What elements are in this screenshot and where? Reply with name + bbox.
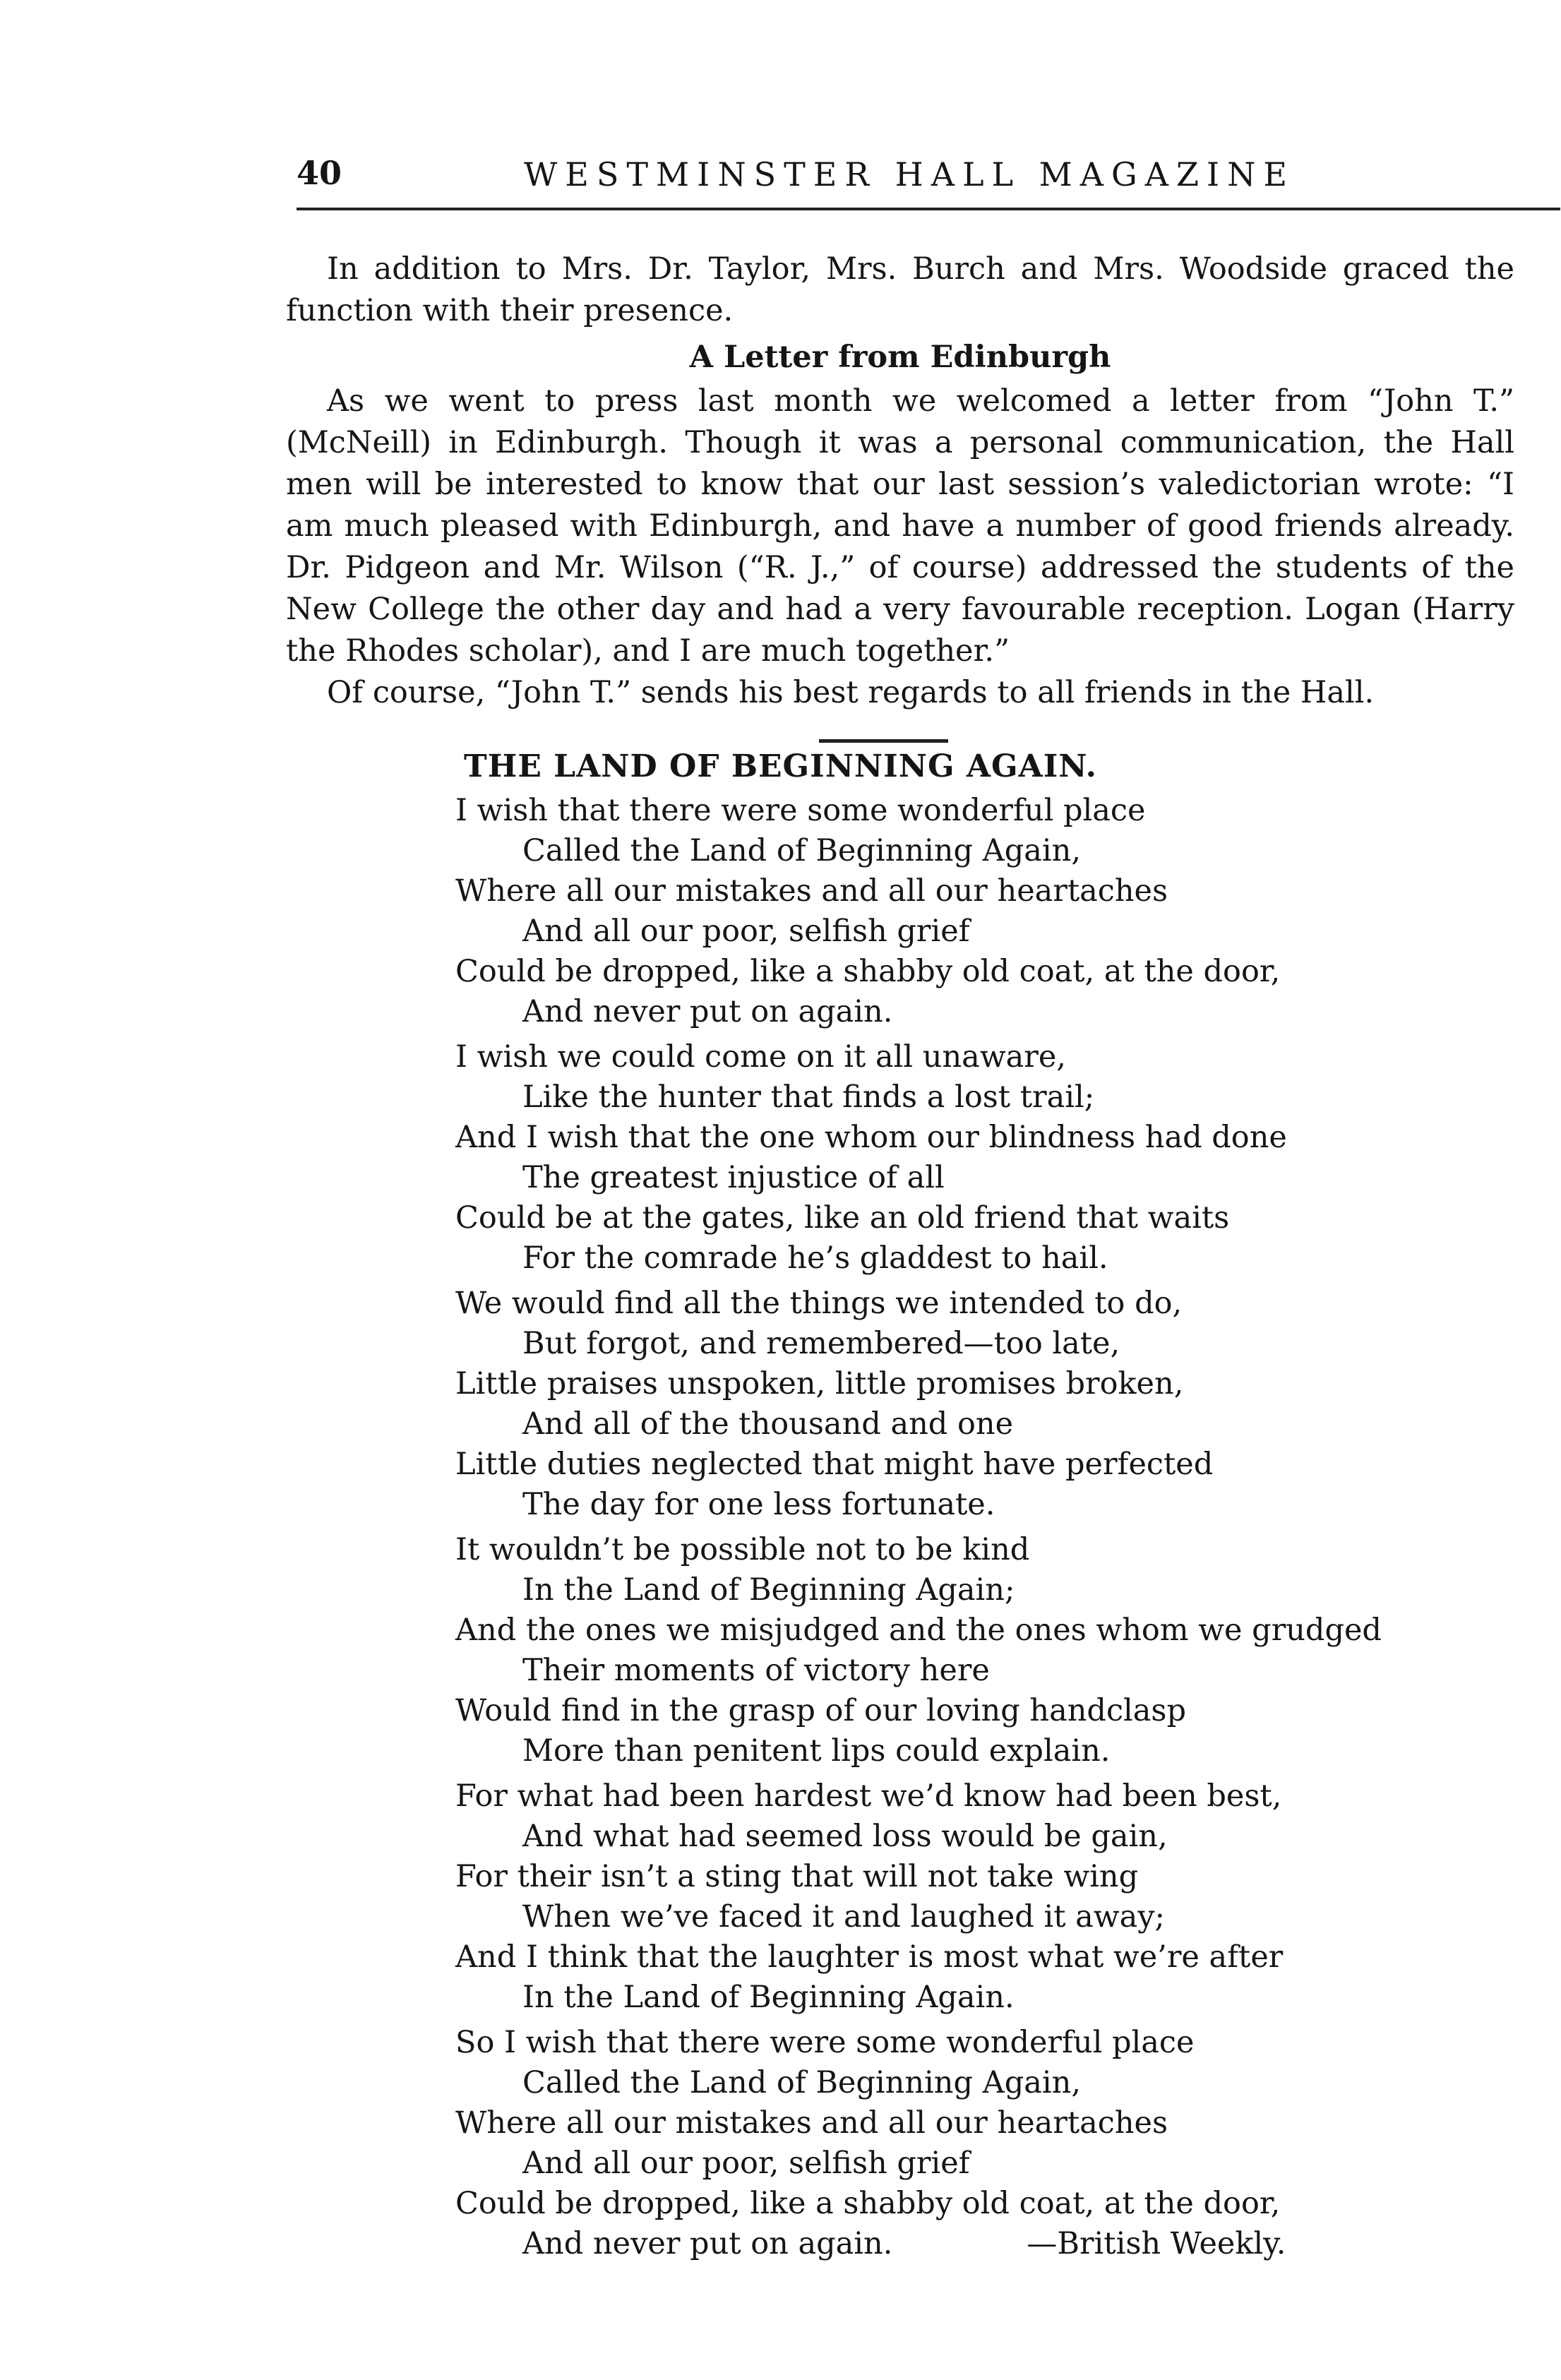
poem-line: And all of the thousand and one [522,1406,1014,1442]
page-header [297,141,1497,219]
poem-line: And I wish that the one whom our blindness had done [455,1120,1287,1155]
poem-line: So I wish that there were some wonderful place [455,2025,1195,2060]
poem-line: We would find all the things we intended to do, [455,1286,1183,1321]
poem-line: I wish that there were some wonderful place [455,793,1146,828]
poem-title: THE LAND OF BEGINNING AGAIN. [464,748,1097,784]
poem-line: And the ones we misjudged and the ones whom we grudged [455,1613,1382,1648]
poem-stanza-6 [455,2023,1500,2264]
poem-line: It wouldn’t be possible not to be kind [455,1532,1030,1567]
poem-line: Would find in the grasp of our loving handclasp [455,1693,1187,1728]
poem-line-final [455,2224,1500,2264]
poem-line: And all our poor, selfish grief [522,2146,970,2181]
poem-line: In the Land of Beginning Again; [522,1572,1015,1608]
section-separator [819,739,948,743]
header-rule [297,208,1560,210]
poem-line: Where all our mistakes and all our heartaches [455,873,1168,909]
poem-line: More than penitent lips could explain. [522,1733,1111,1769]
poem-line: For the comrade he’s gladdest to hail. [522,1240,1108,1276]
poem-line: The greatest injustice of all [522,1160,945,1195]
poem-line: And all our poor, selfish grief [522,914,970,949]
intro-paragraph: In addition to Mrs. Dr. Taylor, Mrs. Burch and Mrs. Woodside graced the function with their presence. [286,251,1514,328]
poem-attribution: —British Weekly. [1027,2226,1286,2261]
poem-line-text: And never put on again. [522,2226,893,2261]
poem-line: When we’ve faced it and laughed it away; [522,1899,1166,1935]
poem-line: I wish we could come on it all unaware, [455,1039,1066,1075]
poem-line: But forgot, and remembered—too late, [522,1326,1120,1361]
running-head: WESTMINSTER HALL MAGAZINE [524,155,1295,193]
article-body [286,249,1514,714]
poem-line: Like the hunter that finds a lost trail; [522,1080,1095,1115]
poem-line: For what had been hardest we’d know had been best, [455,1778,1282,1814]
letter-heading: A Letter from Edinburgh [689,340,1111,375]
poem-line: Where all our mistakes and all our heartaches [455,2105,1168,2141]
poem-line: Little praises unspoken, little promises broken, [455,1366,1184,1401]
poem-line: And what had seemed loss would be gain, [522,1819,1168,1854]
poem-line: The day for one less fortunate. [522,1487,995,1522]
letter-paragraph: As we went to press last month we welcomed a letter from “John T.” (McNeill) in Edinburgh. Though it was a personal communication, the Hall men will be interested to know that our last session’s valedictorian wrote: “I am much pleased with Edinburgh, and have a number of good friends already. Dr. Pidgeon and Mr. Wilson (“R. J.,” of course) addressed the students of the New College the other day and had a very favourable reception. Logan (Harry the Rhodes scholar), and I are much together.” [286,383,1514,669]
poem-stanza-1 [455,791,1500,1032]
poem-stanza-4 [455,1530,1500,1771]
poem-line: Little duties neglected that might have perfected [455,1447,1214,1482]
page-number: 40 [297,154,342,192]
poem-line: Could be dropped, like a shabby old coat, at the door, [455,2186,1281,2221]
poem-line: And never put on again. [522,994,893,1029]
poem-line: Could be at the gates, like an old friend that waits [455,1200,1230,1236]
poem-line: And I think that the laughter is most what we’re after [455,1939,1284,1975]
poem-line: For their isn’t a sting that will not take wing [455,1859,1139,1894]
poem-line: Could be dropped, like a shabby old coat, at the door, [455,954,1281,989]
poem-line: Their moments of victory here [522,1653,990,1688]
poem-stanza-3 [455,1284,1500,1525]
poem-line: In the Land of Beginning Again. [522,1980,1015,2015]
poem-stanza-2 [455,1037,1500,1279]
poem-stanza-5 [455,1776,1500,2018]
letter-closing-paragraph: Of course, “John T.” sends his best regards to all friends in the Hall. [327,675,1375,710]
poem-line: Called the Land of Beginning Again, [522,2065,1082,2100]
poem-line: Called the Land of Beginning Again, [522,833,1082,868]
poem [455,791,1500,2269]
